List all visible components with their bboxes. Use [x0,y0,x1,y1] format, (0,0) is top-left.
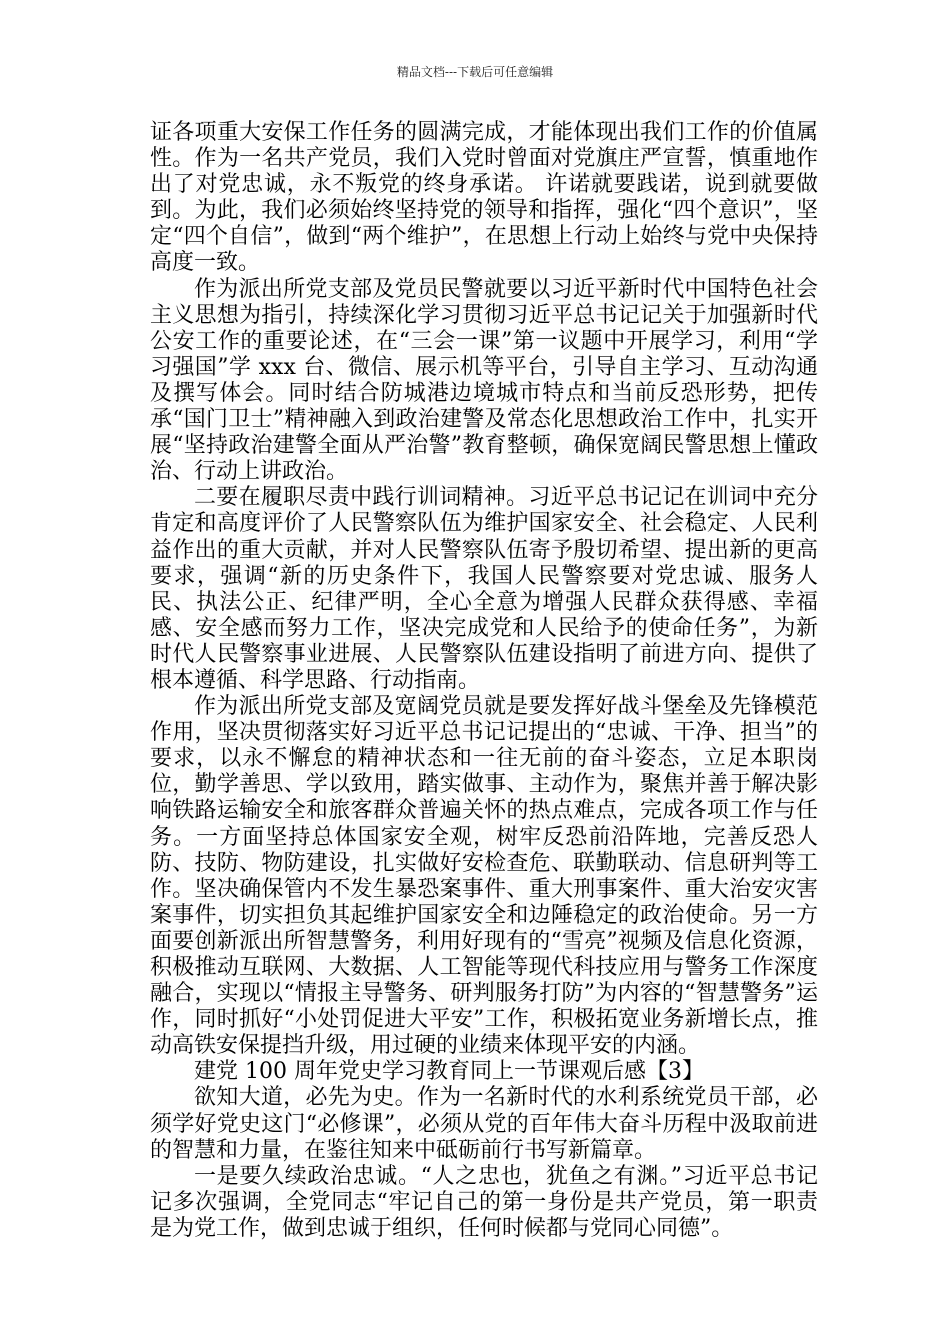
paragraph: 一是要久续政治忠诚。“人之忠也，犹鱼之有渊。”习近平总书记记多次强调，全党同志“牢记自己的第一身份是共产党员，第一职责是为党工作，做到忠诚于组织，任何时候都与党同心同德”。 [150,1163,818,1241]
page-header: 精品文档---下载后可任意编辑 [396,65,554,79]
paragraph: 二要在履职尽责中践行训词精神。习近平总书记记在训词中充分肯定和高度评价了人民警察队伍为维护国家安全、社会稳定、人民利益作出的重大贡献，并对人民警察队伍寄予殷切希望、提出新的更高要求，强调“新的历史条件下，我国人民警察要对党忠诚、服务人民、执法公正、纪律严明，全心全意为增强人民群众获得感、幸福感、安全感而努力工作，坚决完成党和人民给予的使命任务”，为新时代人民警察事业进展、人民警察队伍建设指明了前进方向、提供了根本遵循、科学思路、行动指南。 [150,485,818,693]
paragraph: 欲知大道，必先为史。作为一名新时代的水利系统党员干部，必须学好党史这门“必修课”，必须从党的百年伟大奋斗历程中汲取前进的智慧和力量，在鉴往知来中砥砺前行书写新篇章。 [150,1085,818,1163]
paragraph: 作为派出所党支部及宽阔党员就是要发挥好战斗堡垒及先锋模范作用，坚决贯彻落实好习近平总书记记提出的“忠诚、干净、担当”的要求，以永不懈怠的精神状态和一往无前的奋斗姿态，立足本职岗位，勤学善思、学以致用，踏实做事、主动作为，聚焦并善于解决影响铁路运输安全和旅客群众普遍关怀的热点难点，完成各项工作与任务。一方面坚持总体国家安全观，树牢反恐前沿阵地，完善反恐人防、技防、物防建设，扎实做好安检查危、联勤联动、信息研判等工作。坚决确保管内不发生暴恐案事件、重大刑事案件、重大治安灾害案事件，切实担负其起维护国家安全和边陲稳定的政治使命。另一方面要创新派出所智慧警务，利用好现有的“雪亮”视频及信息化资源，积极推动互联网、大数据、人工智能等现代科技应用与警务工作深度融合，实现以“情报主导警务、研判服务打防”为内容的“智慧警务”运作，同时抓好“小处罚促进大平安”工作，积极拓宽业务新增长点，推动高铁安保提挡升级，用过硬的业绩来体现平安的内涵。 [150,694,818,1059]
paragraph-continuation: 证各项重大安保工作任务的圆满完成，才能体现出我们工作的价值属性。作为一名共产党员，我们入党时曾面对党旗庄严宣誓，慎重地作出了对党忠诚，永不叛党的终身承诺。 许诺就要践诺，说到就要做到。为此，我们必须始终坚持党的领导和指挥，强化“四个意识”，坚定“四个自信”，做到“两个维护”，在思想上行动上始终与党中央保持高度一致。 [150,120,818,276]
document-body [150,120,818,1242]
section-heading: 建党 100 周年党史学习教育同上一节课观后感【3】 [194,1059,704,1085]
paragraph: 作为派出所党支部及党员民警就要以习近平新时代中国特色社会主义思想为指引，持续深化学习贯彻习近平总书记记关于加强新时代公安工作的重要论述，在“三会一课”第一议题中开展学习，利用“学习强国”学 xxx 台、微信、展示机等平台，引导自主学习、互动沟通及撰写体会。同时结合防城港边境城市特点和当前反恐形势，把传承“国门卫士”精神融入到政治建警及常态化思想政治工作中，扎实开展“坚持政治建警全面从严治警”教育整顿，确保宽阔民警思想上懂政治、行动上讲政治。 [150,276,818,485]
